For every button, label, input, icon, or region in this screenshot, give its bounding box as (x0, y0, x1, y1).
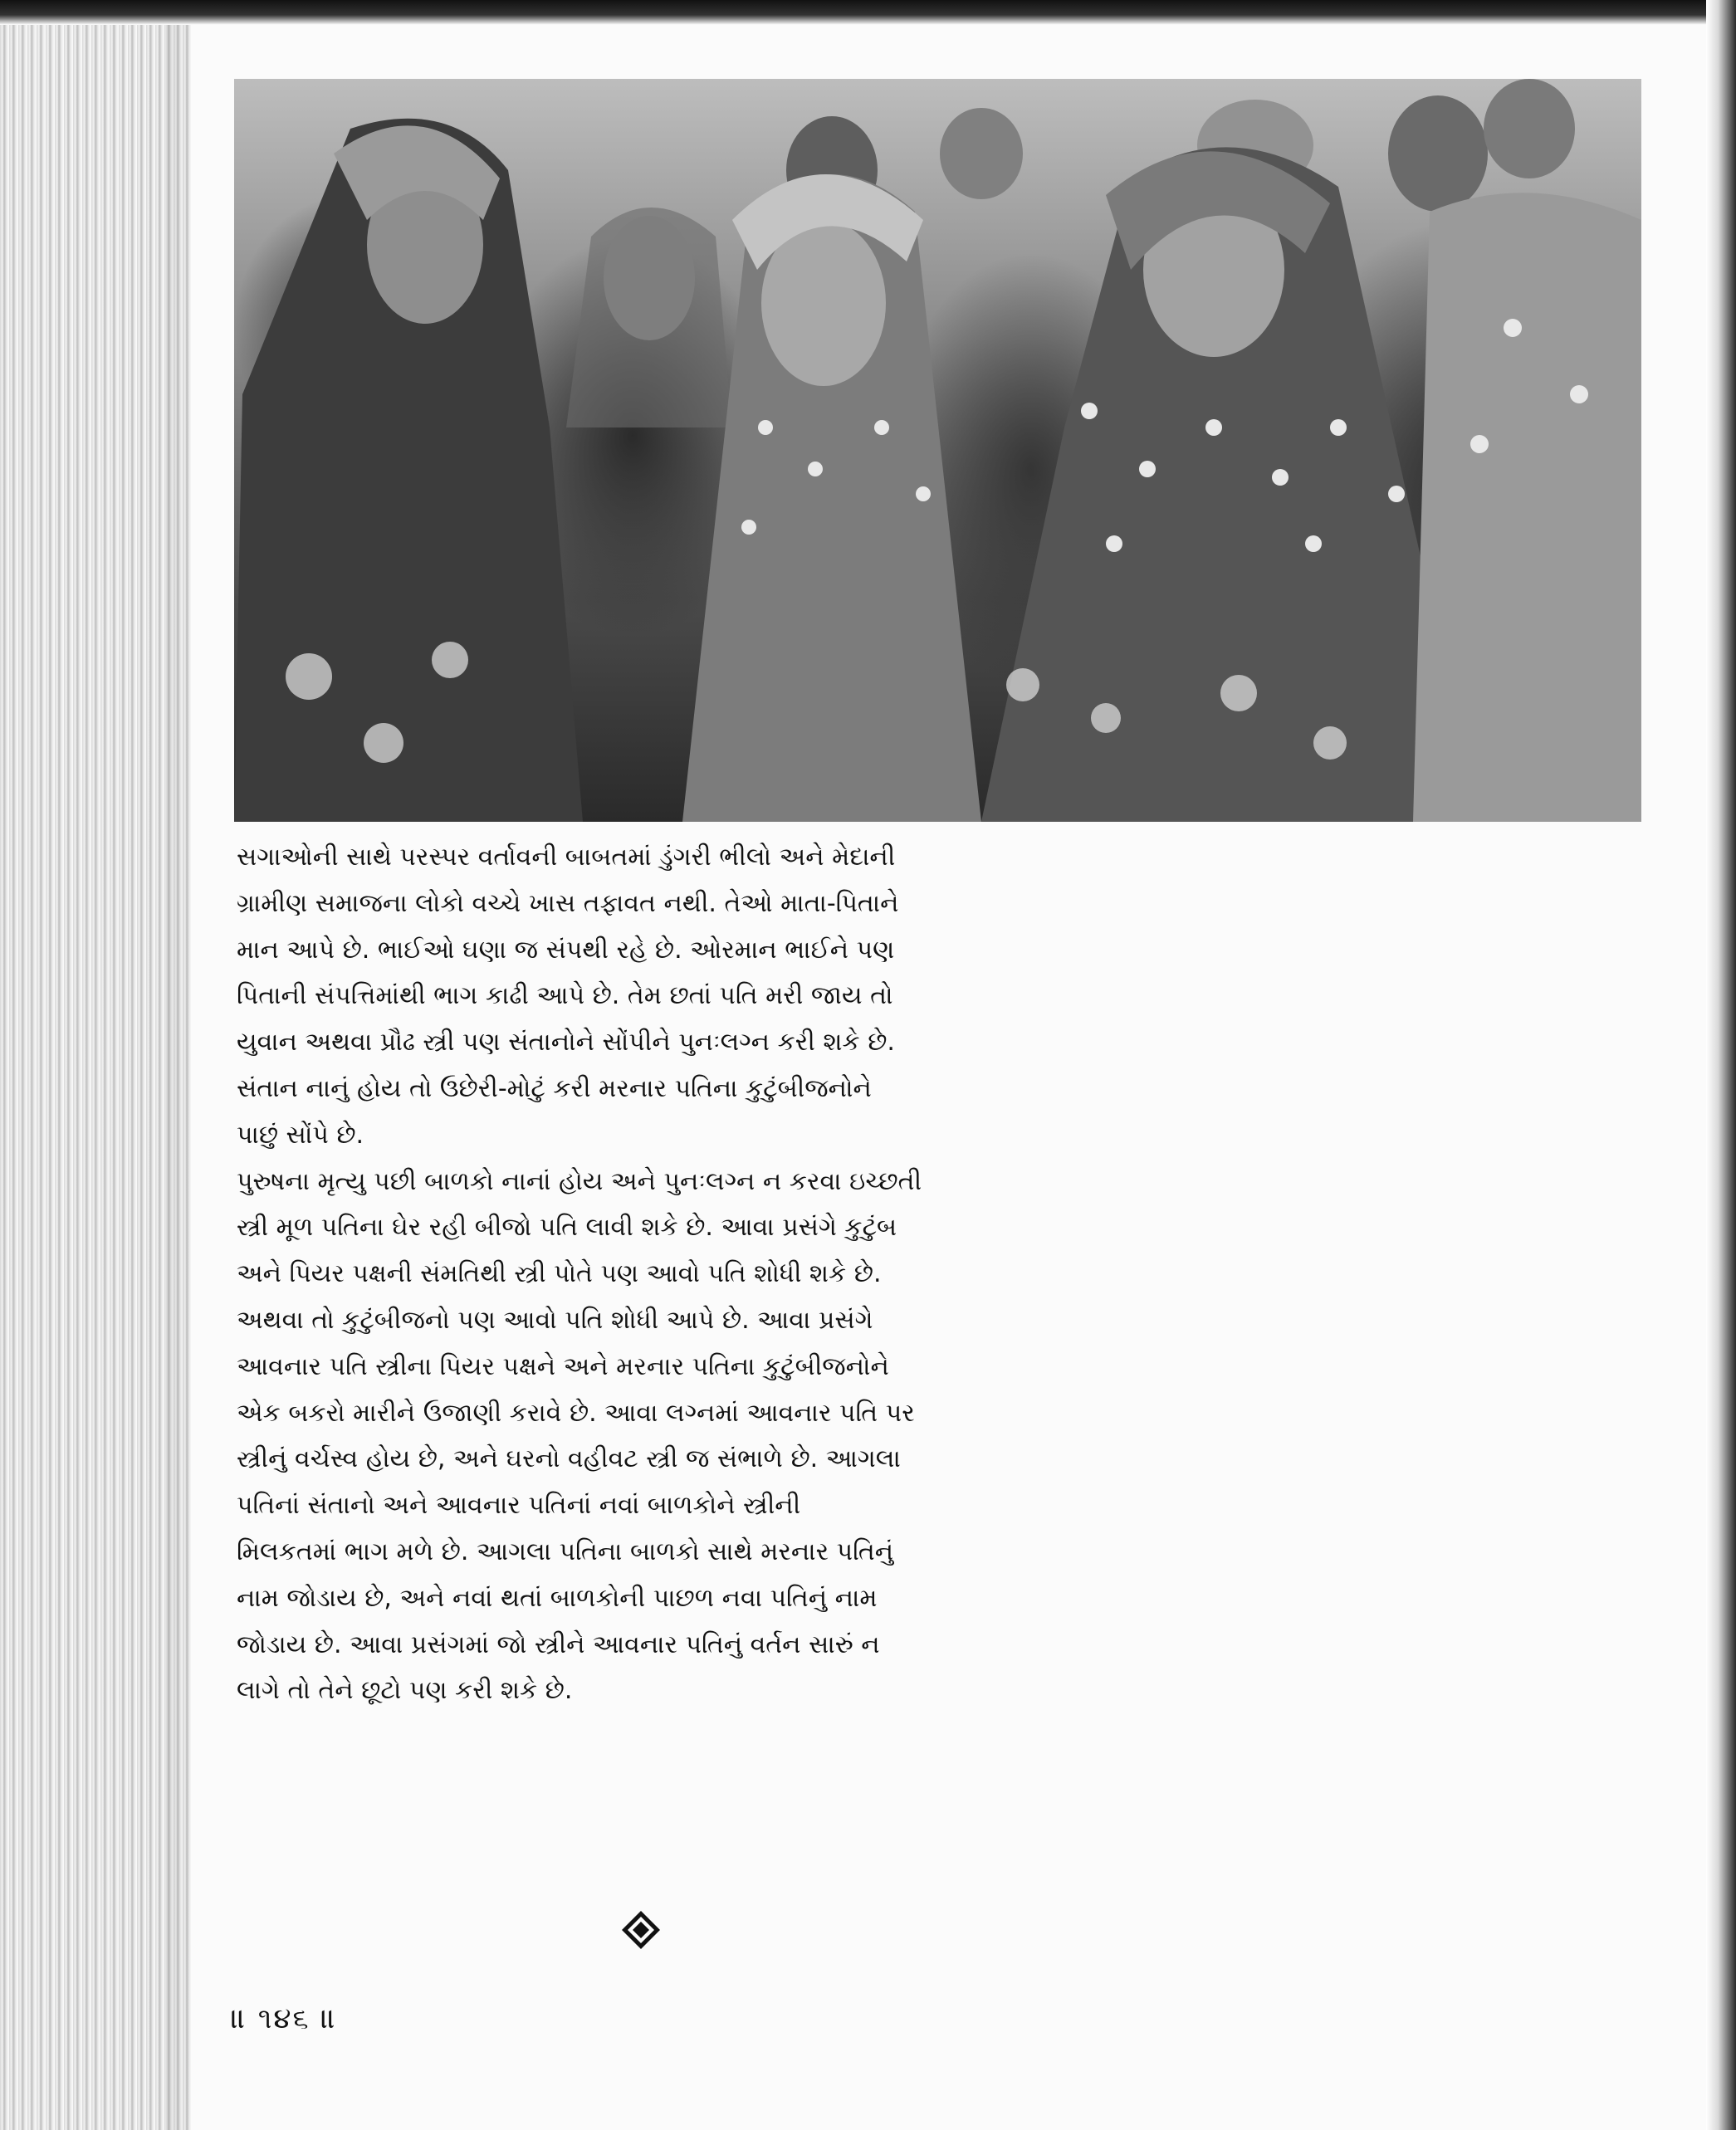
women-group-photo (234, 79, 1641, 822)
text-line: ગ્રામીણ સમાજના લોકો વચ્ચે ખાસ તફાવત નથી. તેઓ માતા-પિતાને (237, 888, 899, 918)
text-line: અને પિયર પક્ષની સંમતિથી સ્ત્રી પોતે પણ આવો પતિ શોધી શકે છે. (237, 1259, 882, 1289)
text-line: સ્ત્રી મૂળ પતિના ઘેર રહી બીજો પતિ લાવી શકે છે. આવા પ્રસંગે કુટુંબ (237, 1213, 897, 1243)
page-number: ॥ ૧૪૬ ॥ (231, 2002, 338, 2035)
body-text (237, 834, 1050, 1714)
text-line: અથવા તો કુટુંબીજનો પણ આવો પતિ શોધી આપે છે. આવા પ્રસંગે (237, 1305, 873, 1335)
text-line: પતિનાં સંતાનો અને આવનાર પતિનાં નવાં બાળકોને સ્ત્રીની (237, 1491, 801, 1521)
text-line: પાછું સોંપે છે. (237, 1120, 364, 1150)
text-line: એક બકરો મારીને ઉજાણી કરાવે છે. આવા લગ્નમાં આવનાર પતિ પર (237, 1398, 915, 1428)
text-line: નામ જોડાય છે, અને નવાં થતાં બાળકોની પાછળ નવા પતિનું નામ (237, 1583, 878, 1613)
photo-illustration (234, 79, 1641, 822)
diamond-ornament-icon (620, 1909, 662, 1951)
text-line: લાગે તો તેને છૂટો પણ કરી શકે છે. (237, 1676, 573, 1706)
text-line: માન આપે છે. ભાઈઓ ઘણા જ સંપથી રહે છે. ઓરમાન ભાઈને પણ (237, 935, 895, 965)
text-line: સગાઓની સાથે પરસ્પર વર્તાવની બાબતમાં ડુંગરી ભીલો અને મેદાની (237, 843, 896, 872)
scan-right-edge (1706, 0, 1736, 2130)
book-page-stack-edge (0, 0, 191, 2130)
text-line: આવનાર પતિ સ્ત્રીના પિયર પક્ષને અને મરનાર પતિના કુટુંબીજનોને (237, 1351, 889, 1381)
text-line: મિલકતમાં ભાગ મળે છે. આગલા પતિના બાળકો સાથે મરનાર પતિનું (237, 1536, 894, 1566)
text-line: જોડાય છે. આવા પ્રસંગમાં જો સ્ત્રીને આવનાર પતિનું વર્તન સારું ન (237, 1629, 880, 1659)
text-line: સંતાન નાનું હોય તો ઉછેરી-મોટું કરી મરનાર પતિના કુટુંબીજનોને (237, 1073, 872, 1103)
text-line: યુવાન અથવા પ્રૌઢ સ્ત્રી પણ સંતાનોને સોંપીને પુનઃલગ્ન કરી શકે છે. (237, 1028, 895, 1058)
text-line: સ્ત્રીનું વર્ચસ્વ હોય છે, અને ઘરનો વહીવટ સ્ત્રી જ સંભાળે છે. આગલા (237, 1444, 901, 1474)
scan-top-edge (0, 0, 1736, 25)
text-line: પિતાની સંપત્તિમાંથી ભાગ કાઢી આપે છે. તેમ છતાં પતિ મરી જાય તો (237, 981, 893, 1011)
text-line: પુરુષના મૃત્યુ પછી બાળકો નાનાં હોય અને પુનઃલગ્ન ન કરવા ઇચ્છતી (237, 1166, 922, 1196)
